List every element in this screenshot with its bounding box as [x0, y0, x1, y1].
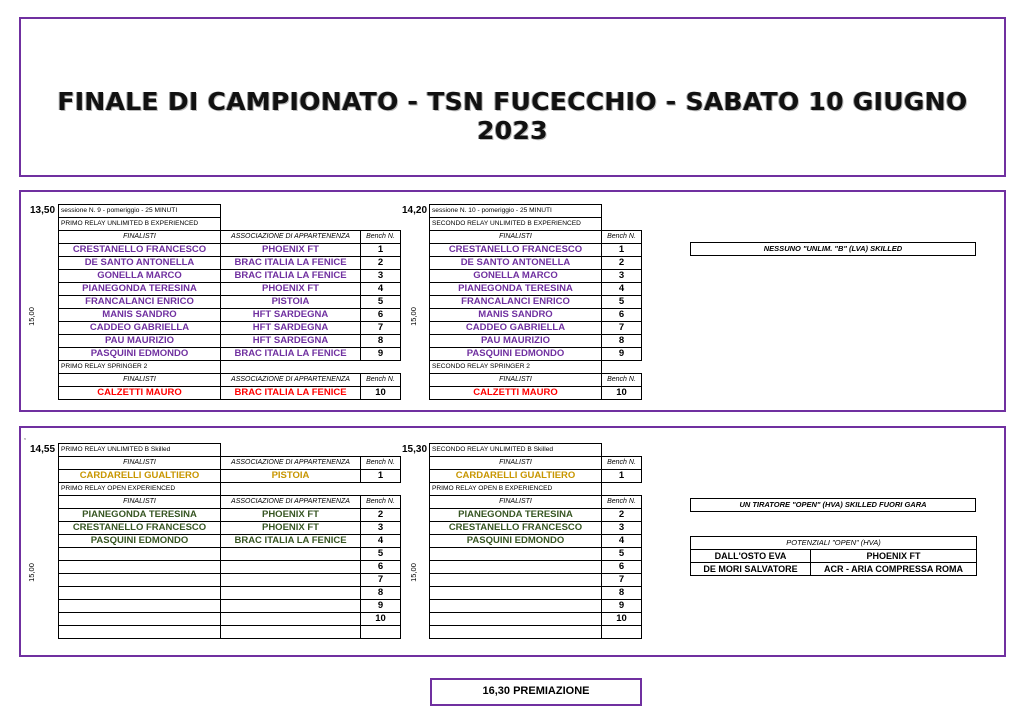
- table-row: 10: [430, 613, 642, 626]
- table-row: DE SANTO ANTONELLA 2: [430, 257, 642, 270]
- table-row: CRESTANELLO FRANCESCO 3: [430, 522, 642, 535]
- potenziali-header: POTENZIALI "OPEN" (HVA): [691, 537, 977, 550]
- premiazione-label: 16,30 PREMIAZIONE: [482, 685, 590, 697]
- relay-label: PRIMO RELAY UNLIMITED B Skilled: [59, 444, 221, 457]
- table-row: FRANCALANCI ENRICO 5: [430, 296, 642, 309]
- table-row: PIANEGONDA TERESINA PHOENIX FT 2: [59, 509, 401, 522]
- table-row: 9: [430, 600, 642, 613]
- table-row: 8: [59, 587, 401, 600]
- title-box: [19, 17, 1006, 177]
- col-header-finalisti: FINALISTI: [59, 231, 221, 244]
- relay-label: PRIMO RELAY OPEN EXPERIENCED: [59, 483, 221, 496]
- table-row: FRANCALANCI ENRICO PISTOIA 5: [59, 296, 401, 309]
- table-row: CRESTANELLO FRANCESCO PHOENIX FT 1: [59, 244, 401, 257]
- table-row: 7: [59, 574, 401, 587]
- relay-label: PRIMO RELAY SPRINGER 2: [59, 361, 221, 374]
- table-row: PASQUINI EDMONDO 4: [430, 535, 642, 548]
- table-row: GONELLA MARCO BRAC ITALIA LA FENICE 3: [59, 270, 401, 283]
- relay-label: SECONDO RELAY UNLIMITED B Skilled: [430, 444, 602, 457]
- table-row: MANIS SANDRO 6: [430, 309, 642, 322]
- table-row: CADDEO GABRIELLA 7: [430, 322, 642, 335]
- table-row: CARDARELLI GUALTIERO PISTOIA 1: [59, 470, 401, 483]
- relay-label: SECONDO RELAY SPRINGER 2: [430, 361, 602, 374]
- session-title: sessione N. 10 - pomeriggio - 25 MINUTI: [430, 205, 602, 218]
- session-9-time: 13,50: [30, 205, 56, 216]
- premiazione-box: [430, 678, 642, 706]
- table-row: DE MORI SALVATORE ACR - ARIA COMPRESSA ROMA: [691, 563, 977, 576]
- table-row: 10: [59, 613, 401, 626]
- tick-mark: ,: [24, 434, 26, 441]
- table-row: GONELLA MARCO 3: [430, 270, 642, 283]
- session-3-side-time: 15,00: [26, 563, 36, 582]
- relay-label: PRIMO RELAY UNLIMITED B EXPERIENCED: [59, 218, 221, 231]
- relay-label: PRIMO RELAY OPEN B EXPERIENCED: [430, 483, 602, 496]
- table-row: CALZETTI MAURO 10: [430, 387, 642, 400]
- table-row: PIANEGONDA TERESINA PHOENIX FT 4: [59, 283, 401, 296]
- table-row: 8: [430, 587, 642, 600]
- table-row: DE SANTO ANTONELLA BRAC ITALIA LA FENICE 2: [59, 257, 401, 270]
- session-1530-table: SECONDO RELAY UNLIMITED B Skilled FINALISTI Bench N. CARDARELLI GUALTIERO 1 PRIMO RELAY OPEN B EXPERIENCED FINALISTI Bench N. PIANEGONDA TERESINA 2 CRESTANELLO FRANCESCO 3 PASQUINI EDMONDO 4 5 6 7 8 9 10: [429, 443, 642, 639]
- col-header-associazione: ASSOCIAZIONE DI APPARTENENZA: [221, 231, 361, 244]
- table-row: MANIS SANDRO HFT SARDEGNA 6: [59, 309, 401, 322]
- session-9-side-time: 15,00: [26, 307, 36, 326]
- potenziali-table: [690, 536, 977, 576]
- table-row: PAU MAURIZIO 8: [430, 335, 642, 348]
- table-row: PIANEGONDA TERESINA 4: [430, 283, 642, 296]
- table-row: PASQUINI EDMONDO BRAC ITALIA LA FENICE 4: [59, 535, 401, 548]
- table-row: 6: [430, 561, 642, 574]
- table-row: CRESTANELLO FRANCESCO 1: [430, 244, 642, 257]
- session-4-time: 15,30: [402, 444, 428, 455]
- session-4-side-time: 15,00: [408, 563, 418, 582]
- session-10-side-time: 15,00: [408, 307, 418, 326]
- table-row: PASQUINI EDMONDO 9: [430, 348, 642, 361]
- table-row: PIANEGONDA TERESINA 2: [430, 509, 642, 522]
- table-row: 5: [430, 548, 642, 561]
- table-row: DALL'OSTO EVA PHOENIX FT: [691, 550, 977, 563]
- relay-label: SECONDO RELAY UNLIMITED B EXPERIENCED: [430, 218, 602, 231]
- table-row: 5: [59, 548, 401, 561]
- table-row: 7: [430, 574, 642, 587]
- table-row: 6: [59, 561, 401, 574]
- table-row: CRESTANELLO FRANCESCO PHOENIX FT 3: [59, 522, 401, 535]
- session-title: sessione N. 9 - pomeriggio - 25 MINUTI: [59, 205, 221, 218]
- table-row: CALZETTI MAURO BRAC ITALIA LA FENICE 10: [59, 387, 401, 400]
- table-row: 9: [59, 600, 401, 613]
- table-row: CARDARELLI GUALTIERO 1: [430, 470, 642, 483]
- page-title: FINALE DI CAMPIONATO - TSN FUCECCHIO - SABATO 10 GIUGNO 2023: [57, 87, 968, 145]
- note-open-skilled: UN TIRATORE "OPEN" (HVA) SKILLED FUORI GARA: [690, 498, 976, 512]
- session-10-time: 14,20: [402, 205, 428, 216]
- col-header-bench: Bench N.: [361, 231, 401, 244]
- session-3-time: 14,55: [30, 444, 56, 455]
- table-row: PASQUINI EDMONDO BRAC ITALIA LA FENICE 9: [59, 348, 401, 361]
- session-1455-table: PRIMO RELAY UNLIMITED B Skilled FINALISTI ASSOCIAZIONE DI APPARTENENZA Bench N. CARDARELLI GUALTIERO PISTOIA 1 PRIMO RELAY OPEN EXPERIENCED FINALISTI ASSOCIAZIONE DI APPARTENENZA Bench N. PIANEGONDA TERESINA PHOENIX FT 2 CRESTANELLO FRANCESCO PHOENIX FT 3 PASQUINI EDMONDO BRAC ITALIA LA FENICE 4 5 6 7 8 9 10: [58, 443, 401, 639]
- table-row: CADDEO GABRIELLA HFT SARDEGNA 7: [59, 322, 401, 335]
- session-9-table: sessione N. 9 - pomeriggio - 25 MINUTI PRIMO RELAY UNLIMITED B EXPERIENCED FINALISTI ASSOCIAZIONE DI APPARTENENZA Bench N. CRESTANELLO FRANCESCO PHOENIX FT 1 DE SANTO ANTONELLA BRAC ITALIA LA FENICE 2 GONELLA MARCO BRAC ITALIA LA FENICE 3 PIANEGONDA TERESINA PHOENIX FT 4 FRANCALANCI ENRICO PISTOIA 5 MANIS SANDRO HFT SARDEGNA 6 CADDEO GABRIELLA HFT SARDEGNA 7 PAU MAURIZIO HFT SARDEGNA 8 PASQUINI EDMONDO BRAC ITALIA LA FENICE 9 PRIMO RELAY SPRINGER 2 FINALISTI ASSOCIAZIONE DI APPARTENENZA Bench N. CALZETTI MAURO BRAC ITALIA LA FENICE 10: [58, 204, 401, 400]
- note-unlimited-skilled: NESSUNO "UNLIM. "B" (LVA) SKILLED: [690, 242, 976, 256]
- table-row: PAU MAURIZIO HFT SARDEGNA 8: [59, 335, 401, 348]
- session-10-table: sessione N. 10 - pomeriggio - 25 MINUTI SECONDO RELAY UNLIMITED B EXPERIENCED FINALISTI Bench N. CRESTANELLO FRANCESCO 1 DE SANTO ANTONELLA 2 GONELLA MARCO 3 PIANEGONDA TERESINA 4 FRANCALANCI ENRICO 5 MANIS SANDRO 6 CADDEO GABRIELLA 7 PAU MAURIZIO 8 PASQUINI EDMONDO 9 SECONDO RELAY SPRINGER 2 FINALISTI Bench N. CALZETTI MAURO 10: [429, 204, 642, 400]
